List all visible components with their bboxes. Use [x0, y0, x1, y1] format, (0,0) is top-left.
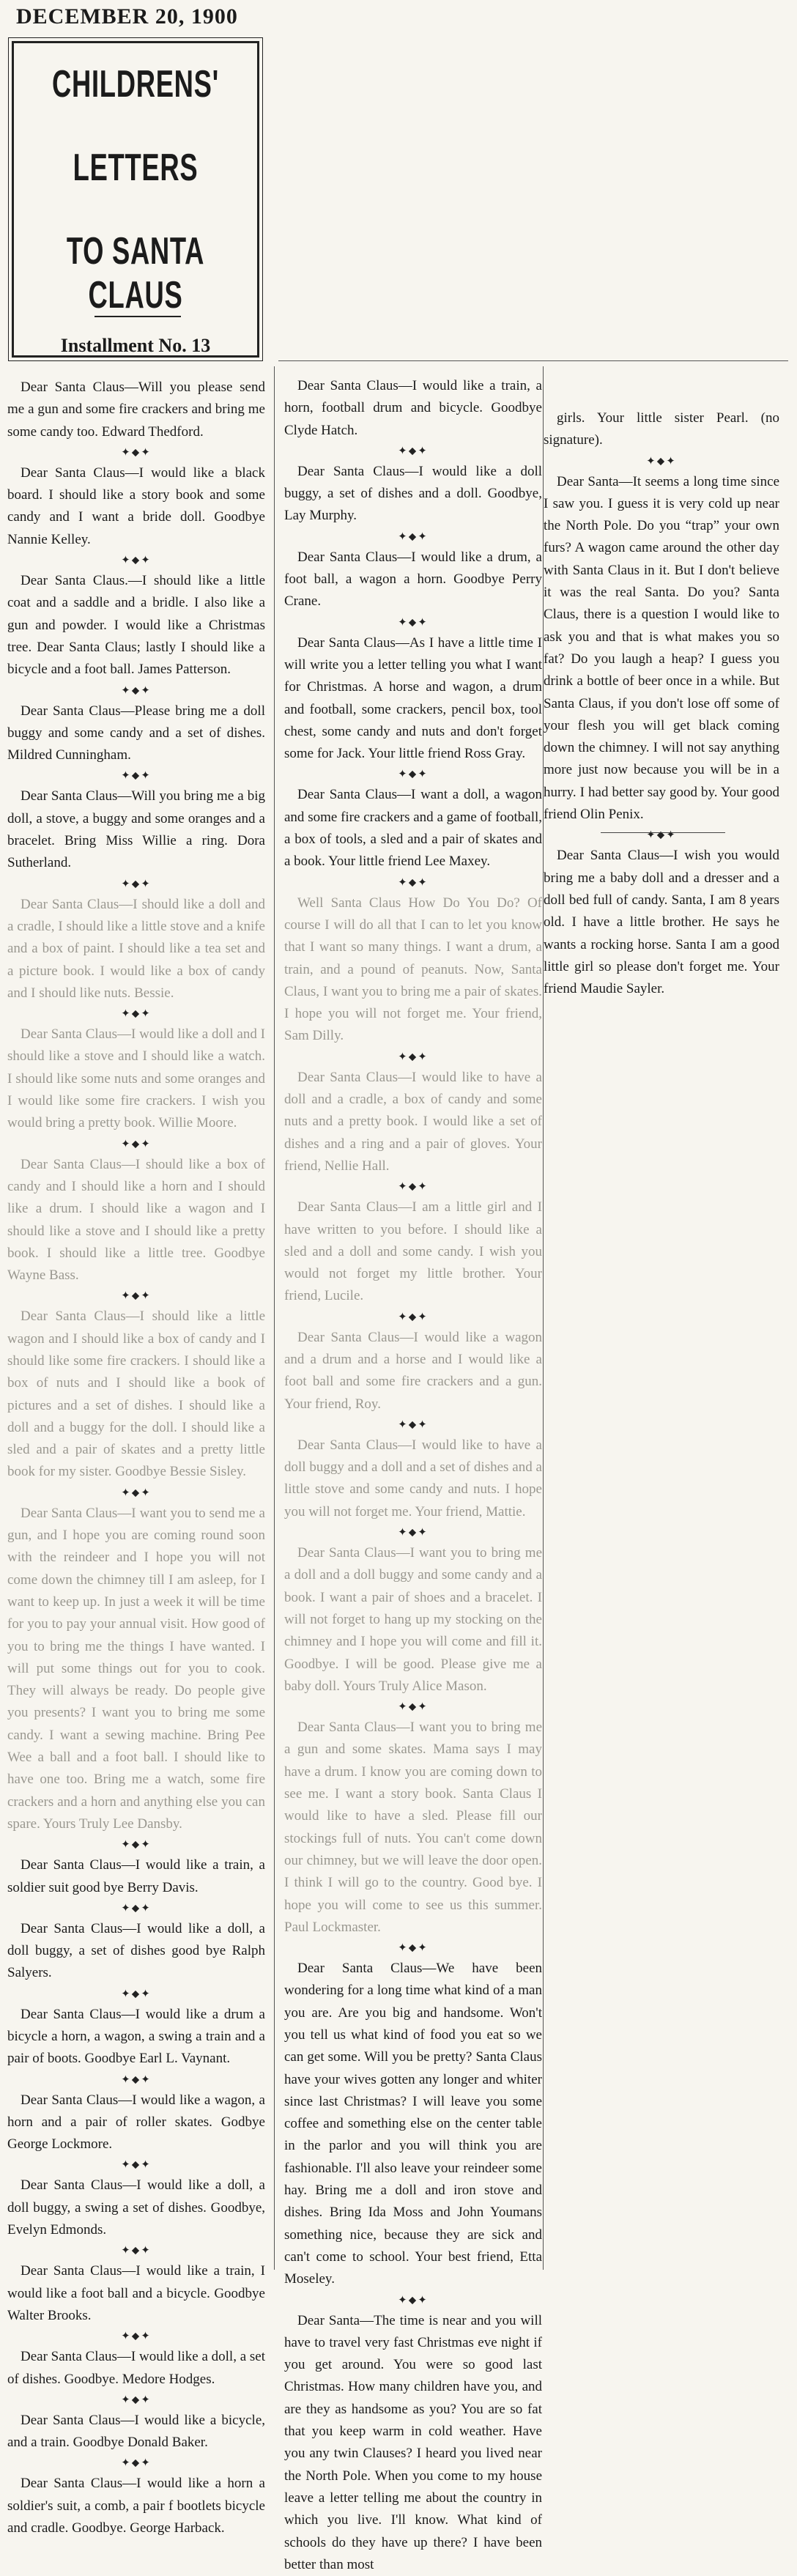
letter-separator-ornament: ✦⬥✦ [121, 684, 152, 697]
letter-text: Well Santa Claus How Do You Do? Of course I will do all that I can to let you know that I want so many things. I want a drum, a train, and a pound of peanuts. Now, Santa Claus, I want you to bring me a pair of skates. I hope you will not forget me. Your friend, Sam Dilly. [284, 895, 542, 1044]
letter-text: Dear Santa Claus—I would like a train, a horn, football drum and bicycle. Goodbye Clyde Hatch. [284, 378, 542, 438]
letter-separator-ornament: ✦⬥✦ [121, 2073, 152, 2086]
letter-separator-ornament: ✦⬥✦ [398, 769, 429, 781]
letter-text: Dear Santa Claus—I want you to bring me a gun and some skates. Mama says I may have a drum. I know you are coming down to see me. I want a story book. Santa Claus I would like to have a sled. Please fill our stockings full of nuts. You can't come down our chimney, but we will leave the door open. I think I will go to the country. Good bye. I hope you will come to see us this summer. Paul Lockmaster. [284, 1720, 542, 1935]
letter-text: Dear Santa Claus—I would like a wagon and a drum and a horse and I would like a foot ball and some fire crackers and a gun. Your friend, Roy. [284, 1329, 542, 1412]
letter-text: Dear Santa Claus—I want a doll, a wagon and some fire crackers and a game of football, a box of tools, a sled and a pair of skates and a book. Your little friend Lee Maxey. [284, 787, 542, 870]
letter-text: Dear Santa Claus—I should like a doll and a cradle, I should like a little stove and a knife and a box of paint. I should like a tea set and a picture book. I would like a box of candy and I should like nuts. Bessie. [7, 896, 265, 1001]
column-1 [7, 377, 265, 2539]
letter-separator-ornament: ✦⬥✦ [121, 1487, 152, 1499]
letter-text: Dear Santa Claus—I would like a horn a soldier's suit, a comb, a pair f bootlets bicycle and cradle. Goodbye. George Harback. [7, 2476, 265, 2536]
letter-separator-ornament: ✦⬥✦ [121, 446, 152, 459]
letter-text: Dear Santa—The time is near and you will have to travel very fast Christmas eve night if you get around. You were so good last Christmas. How many children have you, and are they as handsome as you? You are so fat that you keep warm in cold weather. Have you any twin Clauses? I heard you lived near the North Pole. When you come to my house leave a letter telling me about the country in which you live. I'll know. What kind of schools do they have up there? I have been better than most [284, 2312, 542, 2572]
letter-separator-ornament: ✦⬥✦ [121, 1008, 152, 1021]
installment-label: Installment No. 13 [60, 335, 211, 356]
letter-separator-ornament: ✦⬥✦ [398, 616, 429, 629]
letter-separator-ornament: ✦⬥✦ [398, 530, 429, 543]
letter-separator-ornament: ✦⬥✦ [398, 1181, 429, 1193]
letter-text: Dear Santa Claus—I would like a bicycle, and a train. Goodbye Donald Baker. [7, 2412, 265, 2451]
letter-separator-ornament: ✦⬥✦ [121, 1138, 152, 1150]
letter-separator-ornament: ✦⬥✦ [121, 770, 152, 782]
column-2 [284, 375, 542, 2576]
letter-text: Dear Santa Claus—I would like a black board. I should like a story book and some candy and I want a bride doll. Goodbye Nannie Kelley. [7, 465, 265, 547]
letter-separator-ornament: ✦⬥✦ [646, 455, 677, 467]
headline-line-2: LETTERS [73, 147, 199, 189]
letter-separator-ornament: ✦⬥✦ [398, 1051, 429, 1063]
letter-text: Dear Santa Claus—I want you to bring me a doll and a doll buggy and some candy and a book. I want a pair of shoes and a bracelet. I will not forget to hang up my stocking on the chimney and I hope you will come and fill it. Goodbye. I will be good. Please give me a baby doll. Yours Truly Alice Mason. [284, 1545, 542, 1694]
letter-text: Dear Santa Claus—I would like a drum, a foot ball, a wagon a horn. Goodbye Perry Crane. [284, 549, 542, 610]
letter-text: girls. Your little sister Pearl. (no signature). [544, 410, 779, 448]
letter-separator-ornament: ✦⬥✦ [398, 1527, 429, 1539]
letter-separator-ornament: ✦⬥✦ [398, 2294, 429, 2306]
letter-separator-ornament: ✦⬥✦ [398, 445, 429, 457]
letter-separator-ornament: ✦⬥✦ [646, 829, 677, 842]
letter-text: Dear Santa Claus—I would like to have a doll buggy and a doll and a set of dishes and a little stove and some candy and nuts. I hope you will not forget me. Your friend, Mattie. [284, 1437, 542, 1520]
end-rule [601, 832, 725, 833]
letter-text: Dear Santa Claus—I would like a drum a bicycle a horn, a wagon, a swing a train and a pair of boots. Goodbye Earl L. Vaynant. [7, 2006, 265, 2067]
letter-text: Dear Santa Claus—I would like a train, a soldier suit good bye Berry Davis. [7, 1857, 265, 1895]
letter-text: Dear Santa Claus—I should like a little wagon and I should like a box of candy and I should like some fire crackers. I should like a box of nuts and I should like a book of pictures and a set of dishes. I should like a doll and a buggy for the doll. I should like a sled and a pair of skates and a pretty little book for my sister. Goodbye Bessie Sisley. [7, 1309, 265, 1480]
letter-separator-ornament: ✦⬥✦ [121, 2331, 152, 2343]
letter-text: Dear Santa Claus—I would like a doll and I should like a stove and I should like a watch. I should like some nuts and some oranges and I would like some fire crackers. I wish you would bring a pretty book. Willie Moore. [7, 1026, 265, 1131]
letter-separator-ornament: ✦⬥✦ [121, 2457, 152, 2470]
letter-separator-ornament: ✦⬥✦ [121, 1839, 152, 1851]
letter-text: Dear Santa Claus.—I should like a little coat and a saddle and a bridle. I also like a gun and powder. I would like a Christmas tree. Dear Santa Claus; lastly I should like a bicycle and a foot ball. James Patterson. [7, 573, 265, 678]
letter-text: Dear Santa Claus—I would like a doll buggy, a set of dishes and a doll. Goodbye, Lay Murphy. [284, 463, 542, 524]
letter-text: Dear Santa Claus—Will you bring me a big doll, a stove, a buggy and some oranges and a bracelet. Bring Miss Willie a ring. Dora Sutherland. [7, 788, 265, 871]
letter-text: Dear Santa Claus—I want you to send me a gun, and I hope you are coming round soon with the reindeer and I hope you will not come down the chimney till I am asleep, for I want to keep up. In just a week it will be time for you to pay your annual visit. How good of you to bring me the things I have wanted. I will put some things out for you to cook. They will always be ready. Do people give you presents? I want you to bring me some candy. I want a sewing machine. Bring Pee Wee a ball and a foot ball. I should like to have one too. Bring me a watch, some fire crackers and a horn and anything else you can spare. Yours Truly Lee Dansby. [7, 1505, 265, 1832]
letter-text: Dear Santa Claus—I would like a train, I would like a foot ball and a bicycle. Goodbye Walter Brooks. [7, 2263, 265, 2323]
letter-text: Dear Santa Claus—I would like a wagon, a horn and a pair of roller skates. Godbye George Lockmore. [7, 2092, 265, 2153]
letter-separator-ornament: ✦⬥✦ [398, 1701, 429, 1714]
letter-text: Dear Santa Claus—I would like to have a doll and a cradle, a box of candy and some nuts and a pretty book. I would like a set of dishes and a ring and a pair of gloves. Your friend, Nellie Hall. [284, 1069, 542, 1174]
dateline: DECEMBER 20, 1900 [16, 4, 238, 29]
column-rule-1 [274, 366, 275, 2270]
letter-text: Dear Santa Claus—Please bring me a doll buggy and some candy and a set of dishes. Mildred Cunningham. [7, 703, 265, 763]
letter-separator-ornament: ✦⬥✦ [121, 2245, 152, 2257]
letter-separator-ornament: ✦⬥✦ [121, 878, 152, 890]
letter-text: Dear Santa—It seems a long time since I saw you. I guess it is very cold up near the North Pole. Do you “trap” your own furs? A wagon came around the other day with Santa Claus in it. But I don't believe it was the real Santa. Do you? Santa Claus, there is a question I would like to ask you and that is what makes you so fat? Do you laugh a heap? I guess you drink a bottle of beer once in a while. But Santa Claus, if you don't lose off some of your flesh you will get black coming down the chimney. I will not say anything more just now because you will be in a hurry. I had better say good by. Your good friend Olin Penix. [544, 473, 779, 823]
top-rule [278, 360, 788, 361]
letter-separator-ornament: ✦⬥✦ [121, 555, 152, 567]
letter-separator-ornament: ✦⬥✦ [121, 1290, 152, 1303]
letter-text: Dear Santa Claus—Will you please send me a gun and some fire crackers and bring me some candy too. Edward Thedford. [7, 380, 265, 440]
headline-line-1: CHILDRENS' [51, 63, 220, 106]
letter-text: Dear Santa Claus—I should like a box of candy and I should like a horn and I should like a drum. I should like a wagon and I should like a stove and I should like a pretty book. I should like a little tree. Goodbye Wayne Bass. [7, 1156, 265, 1284]
letter-text: Dear Santa Claus—As I have a little time I will write you a letter telling you what I want for Christmas. A horse and wagon, a drum and football, some crackers, pencil box, tool chest, some candy and nuts and don't forget some for Jack. Your little friend Ross Gray. [284, 634, 542, 762]
headline-rule [94, 316, 181, 317]
letter-text: Dear Santa Claus—I would like a doll, a doll buggy, a set of dishes good bye Ralph Salyers. [7, 1920, 265, 1981]
letter-separator-ornament: ✦⬥✦ [398, 876, 429, 889]
letter-text: Dear Santa Claus—I would like a doll, a set of dishes. Goodbye. Medore Hodges. [7, 2349, 266, 2387]
letter-separator-ornament: ✦⬥✦ [398, 1942, 429, 1955]
letter-separator-ornament: ✦⬥✦ [398, 1418, 429, 1431]
headline-line-3: TO SANTA CLAUS [66, 230, 205, 317]
column-3 [544, 407, 779, 1000]
letter-text: Dear Santa Claus—I wish you would bring me a baby doll and a dresser and a doll bed full of candy. Santa, I am 8 years old. I have a little brother. He says he wants a rocking horse. Santa I am a good little girl so please don't forget me. Your friend Maudie Sayler. [544, 848, 779, 997]
letter-separator-ornament: ✦⬥✦ [121, 1988, 152, 2000]
letter-separator-ornament: ✦⬥✦ [121, 2159, 152, 2172]
letter-text: Dear Santa Claus—We have been wondering for a long time what kind of a man you are. Are you big and handsome. Won't you tell us what kind of food you eat so we can get some. Will you be pretty? Santa Claus have your wives gotten any longer and whiter since last Christmas? I will leave you some coffee and something else on the center table in the parlor and you will think you are fashionable. I'll also leave your reindeer some hay. Bring me a doll and iron stove and dishes. Bring Ida Moss and John Youmans something nice, because they are sick and can't come to school. Your best friend, Etta Moseley. [284, 1961, 542, 2287]
letter-text: Dear Santa Claus—I am a little girl and I have written to you before. I should like a sled and a doll and some candy. I wish you would not forget my little brother. Your friend, Lucile. [284, 1199, 542, 1304]
headline-box [12, 41, 259, 358]
letter-separator-ornament: ✦⬥✦ [121, 2394, 152, 2406]
letter-separator-ornament: ✦⬥✦ [121, 1902, 152, 1914]
letter-text: Dear Santa Claus—I would like a doll, a doll buggy, a swing a set of dishes. Goodbye, Evelyn Edmonds. [7, 2177, 265, 2238]
letter-separator-ornament: ✦⬥✦ [398, 1311, 429, 1323]
